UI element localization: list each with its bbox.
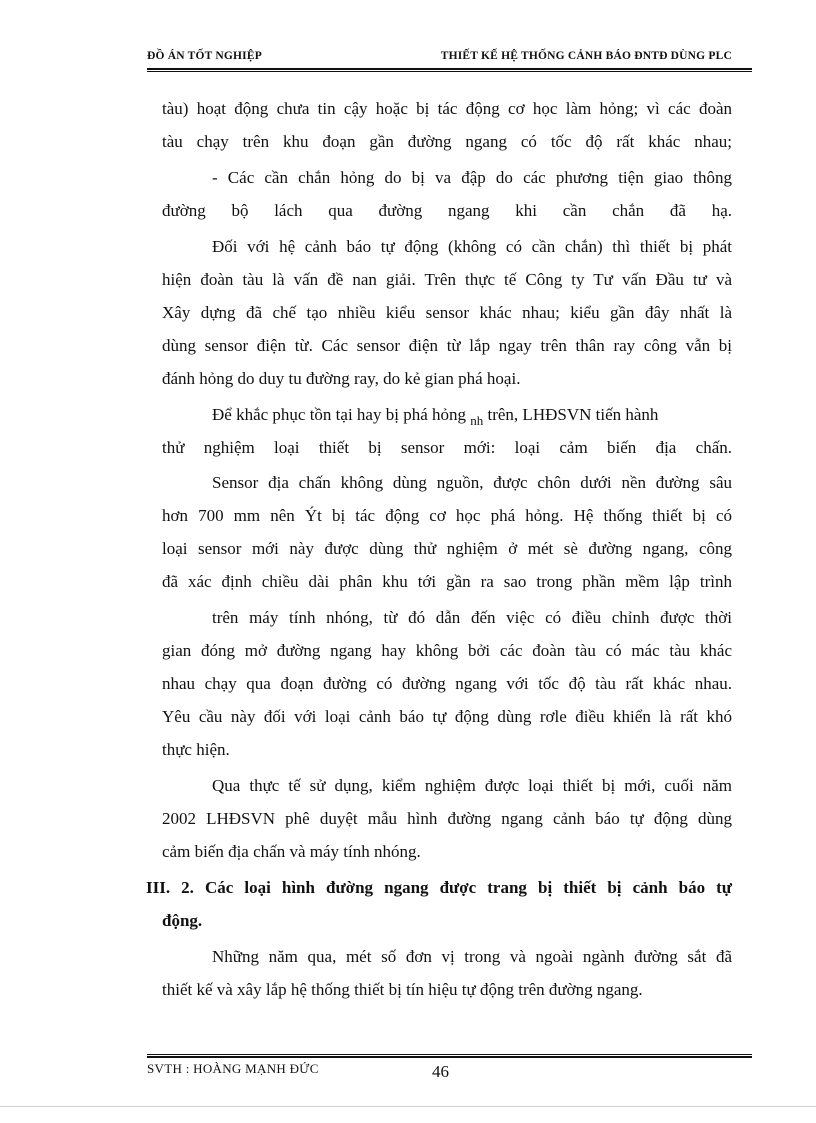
text-line: thiết kế và xây lắp hệ thống thiết bị tín hiệu tự động trên đường ngang. [162,980,643,999]
text-line: thực hiện. [162,740,230,759]
text-line: Yêu cầu này đối với loại cảnh báo tự động dùng rơle điều khiển là rất khó [162,707,732,726]
section-heading-cont: động. [162,911,203,930]
header-rule [147,68,752,72]
text-line: đường bộ lách qua đường ngang khi cần chắn đã hạ. [162,201,732,220]
page-header [147,46,732,66]
text-line: Sensor địa chấn không dùng nguồn, được chôn dưới nền đường sâu [212,473,732,492]
subscript-fragment: nh [470,413,484,428]
text-line: tàu chạy trên khu đoạn gần đường ngang có tốc độ rất khác nhau; [162,132,732,151]
text-line: tàu) hoạt động chưa tin cậy hoặc bị tác động cơ học làm hỏng; vì các đoàn [162,99,732,118]
text-segment: trên, LHĐSVN tiến hành [487,405,659,424]
text-line: Xây dựng đã chế tạo nhiều kiểu sensor khác nhau; kiểu gần đây nhất là [162,303,732,322]
text-line: loại sensor mới này được dùng thử nghiệm ở mét sè đường ngang, công [162,539,732,558]
page-edge [0,1106,816,1107]
text-line: hơn 700 mm nên Ýt bị tác động cơ học phá hỏng. Hệ thống thiết bị có [162,506,732,525]
text-line: cảm biến địa chấn và máy tính nhóng. [162,842,421,861]
text-line: Những năm qua, mét số đơn vị trong và ngoài ngành đường sắt đã [212,947,732,966]
text-line: gian đóng mở đường ngang hay không bởi các đoàn tàu có mác tàu khác [162,641,732,660]
text-line: nhau chạy qua đoạn đường có đường ngang với tốc độ tàu rất khác nhau. [162,674,732,693]
footer-author: SVTH : HOÀNG MẠNH ĐỨC [147,1061,319,1076]
text-segment: Để khắc phục tồn tại hay bị phá hỏng [212,405,466,424]
bullet-line: - Các cần chắn hỏng do bị va đập do các phương tiện giao thông [212,168,732,187]
footer-rule [147,1054,752,1058]
text-line [212,403,732,428]
section-heading: III. 2. Các loại hình đường ngang được trang bị thiết bị cảnh báo tự [146,878,732,897]
text-line: dùng sensor điện từ. Các sensor điện từ lắp ngay trên thân ray công vẫn bị [162,336,732,355]
text-line: Qua thực tế sử dụng, kiểm nghiệm được loại thiết bị mới, cuối năm [212,776,732,795]
text-line: trên máy tính nhóng, từ đó dẫn đến việc có điều chỉnh được thời [212,608,732,627]
header-right-title: THIẾT KẾ HỆ THỐNG CẢNH BÁO ĐNTĐ DÙNG PLC [440,50,732,62]
text-line: Đối với hệ cảnh báo tự động (không có cần chắn) thì thiết bị phát [212,237,732,256]
text-line: đã xác định chiều dài phân khu tới gần ra sao trong phần mềm lập trình [162,572,732,591]
page-number: 46 [432,1062,449,1081]
text-line: hiện đoàn tàu là vấn đề nan giải. Trên thực tế Công ty Tư vấn Đầu tư và [162,270,732,289]
text-line: thử nghiệm loại thiết bị sensor mới: loại cảm biến địa chấn. [162,438,732,457]
header-left-title: ĐỒ ÁN TỐT NGHIỆP [147,50,262,62]
text-line: đánh hỏng do duy tu đường ray, do kẻ gian phá hoại. [162,369,521,388]
text-line: 2002 LHĐSVN phê duyệt mẫu hình đường ngang cảnh báo tự động dùng [162,809,732,828]
